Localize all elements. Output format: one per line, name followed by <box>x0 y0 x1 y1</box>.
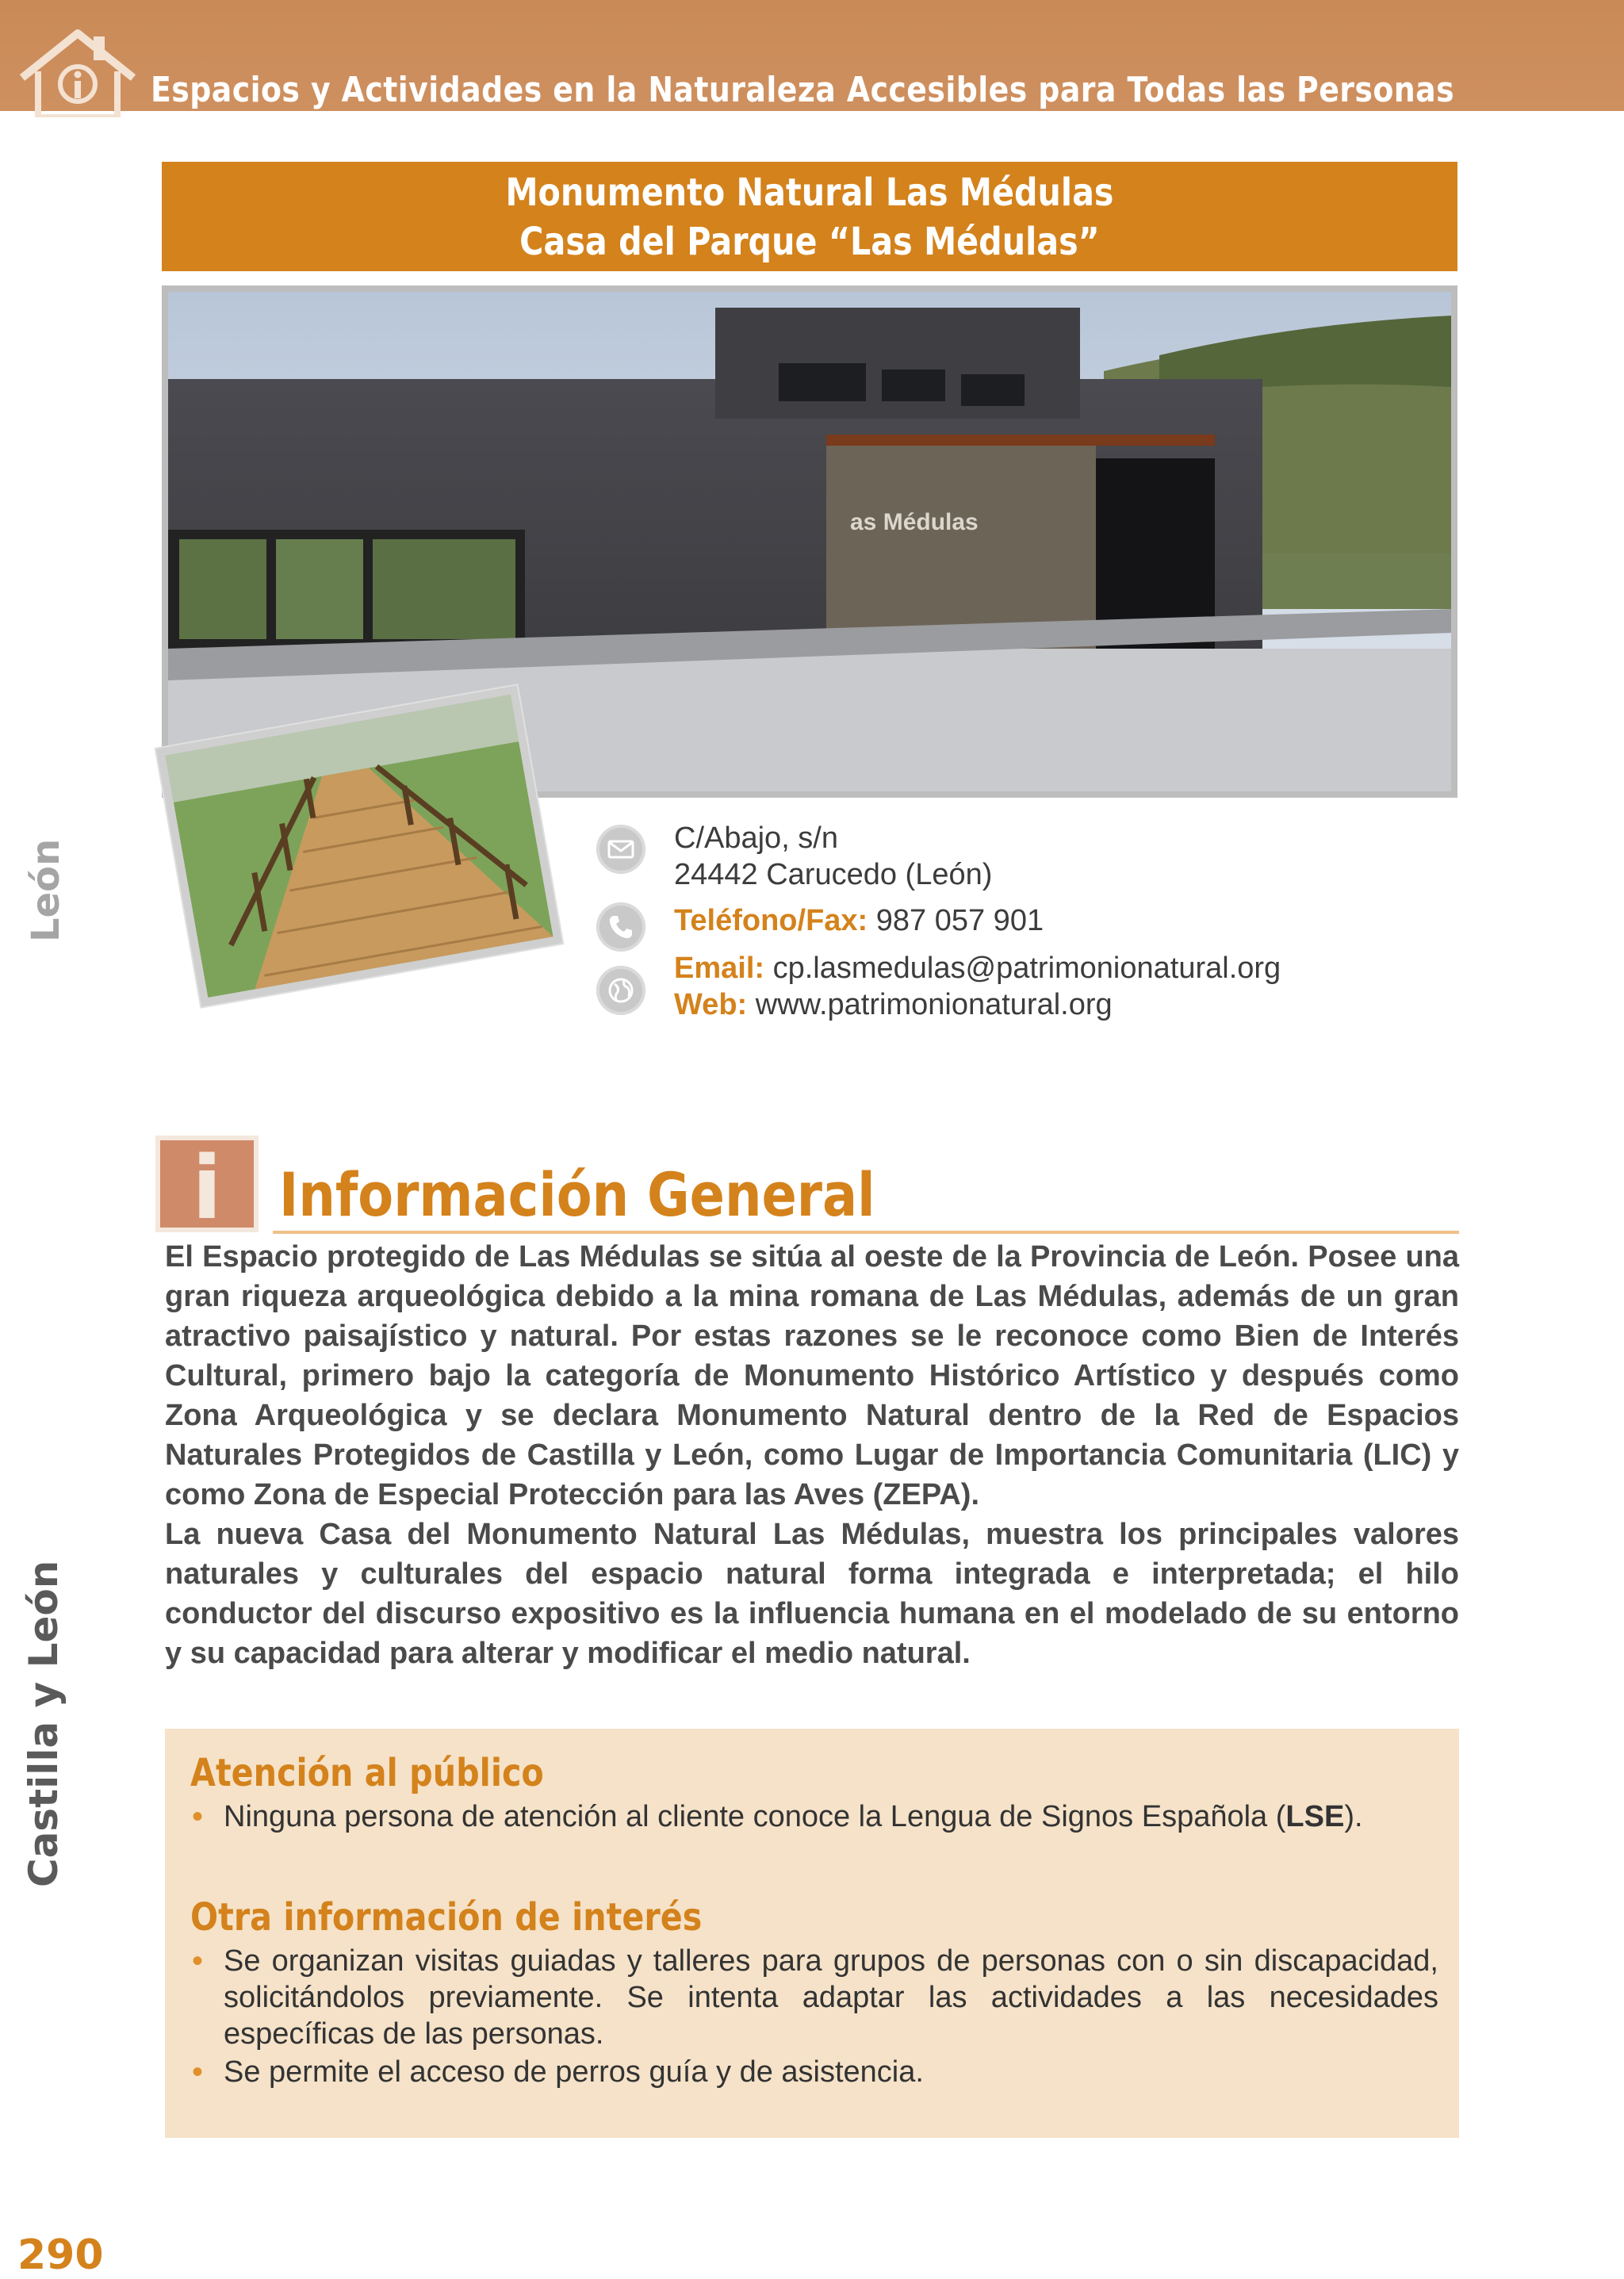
list-item: • Se organizan visitas guiadas y talleres para grupos de personas con o sin discapacidad, solicitándolos previamente. Se intenta adaptar las actividades a las necesidades específicas de las personas. <box>192 1944 1438 2051</box>
heading-attention: Atención al público <box>190 1751 544 1795</box>
title-line-1: Monumento Natural Las Médulas <box>505 170 1114 215</box>
bullet-icon: • <box>192 2055 204 2089</box>
phone-icon <box>596 902 645 952</box>
house-info-icon <box>14 22 141 117</box>
building-sign-text: as Médulas <box>850 509 979 535</box>
email-label: Email: <box>674 952 765 985</box>
heading-underline <box>273 1231 1459 1234</box>
list-item: • Ninguna persona de atención al cliente conoce la Lengua de Signos Española (LSE). <box>192 1799 1363 1834</box>
web-line <box>674 988 1113 1022</box>
info-icon <box>155 1136 259 1232</box>
heading-other-info: Otra información de interés <box>190 1895 703 1940</box>
list-item: • Se permite el acceso de perros guía y de asistencia. <box>192 2055 924 2089</box>
web-label: Web: <box>674 988 748 1021</box>
globe-icon <box>596 966 645 1015</box>
phone-value[interactable]: 987 057 901 <box>875 904 1044 937</box>
email-link[interactable]: cp.lasmedulas@patrimonionatural.org <box>772 952 1281 985</box>
info-paragraph-2: La nueva Casa del Monumento Natural Las Médulas, muestra los principales valores naturales y culturales del espacio natural forma integrada e interpretada; el hilo conductor del discurso expositivo es la influencia humana en el modelado de su entorno y su capacidad para alterar y modificar el medio natural. <box>165 1518 1459 1670</box>
email-line <box>674 952 1281 986</box>
other-info-list <box>190 1943 1438 2092</box>
section-heading-info: Información General <box>279 1159 875 1230</box>
title-box <box>162 162 1457 271</box>
info-icon-letter: i <box>192 1137 222 1232</box>
bullet-icon: • <box>192 1799 204 1834</box>
info-body <box>165 1237 1459 1673</box>
phone-line <box>674 904 1044 938</box>
web-link[interactable]: www.patrimonionatural.org <box>755 988 1113 1021</box>
bullet-icon: • <box>192 1944 204 1978</box>
header-title: Espacios y Actividades en la Naturaleza Accesibles para Todas las Personas <box>151 70 1455 110</box>
title-line-2: Casa del Parque “Las Médulas” <box>519 220 1100 264</box>
info-paragraph-1: El Espacio protegido de Las Médulas se sitúa al oeste de la Provincia de León. Posee una gran riqueza arqueológica debido a la mina romana de Las Médulas, además de un gran atractivo paisajístico y natural. Por estas razones se le reconoce como Bien de Interés Cultural, primero bajo la categoría de Monumento Histórico Artístico y después como Zona Arqueológica y se declara Monumento Natural dentro de la Red de Espacios Naturales Protegidos de Castilla y León, como Lugar de Importancia Comunitaria (LIC) y como Zona de Especial Protección para las Aves (ZEPA). <box>165 1240 1459 1511</box>
header-band <box>0 0 1624 111</box>
address-line-2: 24442 Carucedo (León) <box>674 858 993 891</box>
lse-abbrev: LSE <box>1285 1800 1345 1833</box>
phone-label: Teléfono/Fax: <box>674 904 868 937</box>
mail-icon <box>596 825 645 874</box>
side-label-province: León <box>24 838 68 942</box>
address-line-1: C/Abajo, s/n <box>674 822 838 855</box>
side-label-region: Castilla y León <box>21 1560 67 1887</box>
additional-info-box <box>165 1729 1459 2138</box>
page-number: 290 <box>17 2231 104 2279</box>
attention-list <box>190 1798 1438 1837</box>
